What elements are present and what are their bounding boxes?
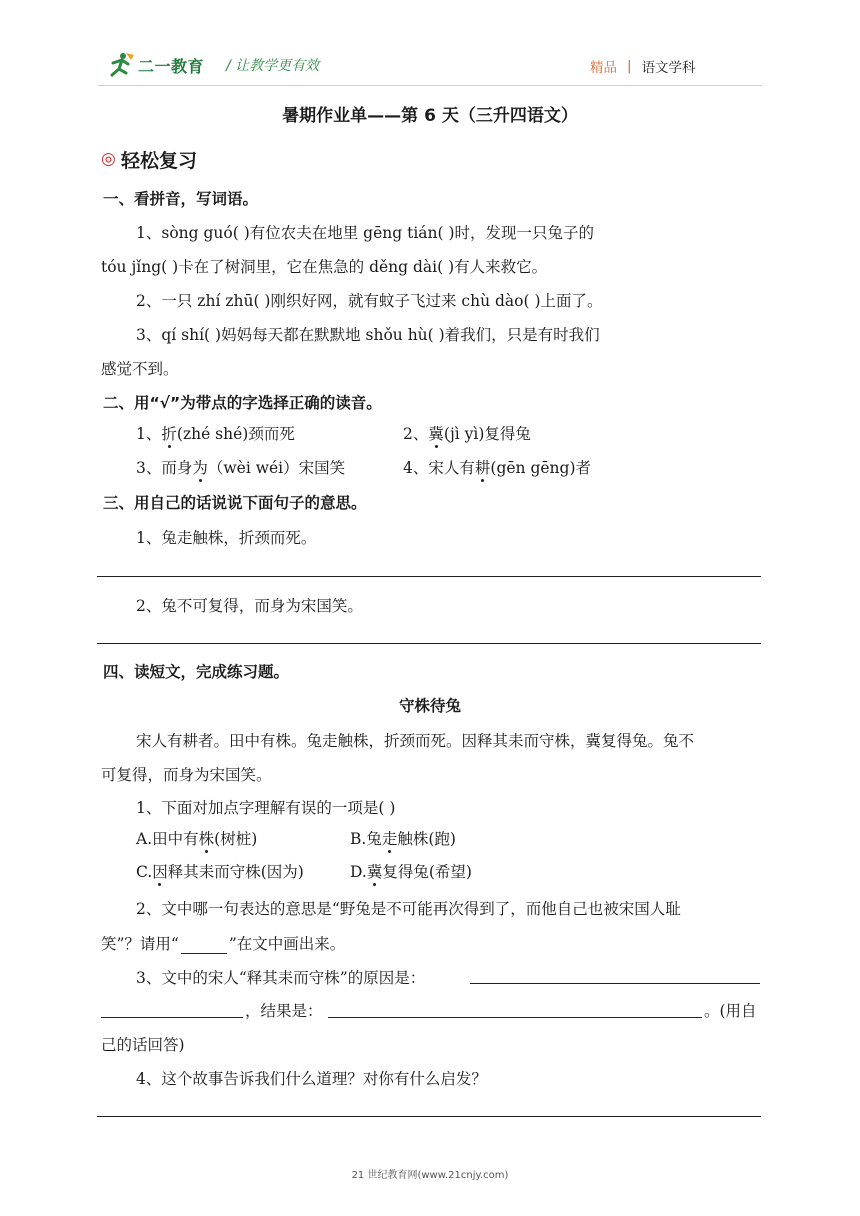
option-b-prefix: B.兔 [350,830,382,848]
header-right [590,56,696,76]
q2-item-4 [403,456,591,478]
dotted-char: 因 [152,863,168,881]
passage-title: 守株待兔 [398,697,461,715]
option-c [136,860,304,882]
q4-sub-4: 4、这个故事告诉我们什么道理？对你有什么启发？ [136,1070,487,1088]
q2-item-2 [403,422,531,444]
option-c-meaning: 释其耒而守株(因为) [167,863,304,881]
result-blank[interactable] [328,1017,702,1018]
q2-item-4-pinyin: (gēn gēng)者 [490,459,591,477]
question-3-heading: 三、用自己的话说说下面句子的意思。 [103,494,367,512]
option-d [350,860,472,882]
header-separator: | [627,58,632,74]
q1-line-3b: 感觉不到。 [101,360,179,378]
q4-sub-3a: 3、文中的宋人“释其耒而守株”的原因是： [136,969,426,987]
page-title: 暑期作业单——第 6 天（三升四语文） [282,106,578,126]
q1-line-3a: 3、qí shí( )妈妈每天都在默默地 shǒu hù( )着我们，只是有时我们 [136,326,600,344]
runner-icon [104,51,136,79]
q2-item-1-prefix: 1、 [136,425,162,443]
option-d-prefix: D. [350,863,367,881]
dotted-char: 为 [192,459,208,477]
reason-blank-1[interactable] [470,983,760,984]
question-4-heading: 四、读短文，完成练习题。 [103,663,290,681]
option-b-meaning: 触株(跑) [397,830,456,848]
quality-badge: 精品 [590,60,617,76]
dotted-char: 冀 [428,425,444,443]
underline-mark [181,953,227,954]
dotted-char: 耕 [474,459,491,477]
option-a [136,827,257,849]
page-footer: 21 世纪教育网(www.21cnjy.com) [351,1170,509,1181]
q3-sentence-2: 2、兔不可复得，而身为宋国笑。 [136,597,363,615]
q4-sub-1: 1、下面对加点字理解有误的一项是( ) [136,799,396,817]
q2-item-1-pinyin: (zhé shé)颈而死 [176,425,295,443]
answer-line-3[interactable] [97,1116,761,1117]
q4-sub-3-note: 。(用自 [704,1002,757,1020]
slogan: / 让教学更有效 [226,58,320,74]
q2-item-2-prefix: 2、 [403,425,429,443]
q4-sub-2b [101,932,345,954]
option-a-prefix: A.田中有 [136,830,199,848]
dotted-char: 株 [198,830,215,848]
header-divider [98,85,762,86]
q2-item-3 [136,456,345,478]
answer-line-1[interactable] [97,576,761,577]
brand-logo [104,50,204,80]
option-b [350,827,456,849]
question-2-heading: 二、用“√”为带点的字选择正确的读音。 [103,394,382,412]
logo-text: 二一教育 [138,56,205,76]
section-heading: 轻松复习 [121,150,198,172]
dotted-char: 冀 [366,863,383,881]
q2-item-3-pinyin: （wèi wéi）宋国笑 [207,459,346,477]
q4-sub-3-result-label: ，结果是： [245,1002,323,1020]
option-a-meaning: (树桩) [214,830,258,848]
q2-item-3-prefix: 3、而身 [136,459,193,477]
answer-line-2[interactable] [97,643,761,644]
q4-sub-3c: 己的话回答) [101,1036,185,1054]
q1-line-1a: 1、sòng guó( )有位农夫在地里 gēng tián( )时，发现一只兔子的 [136,224,595,242]
q1-line-1b: tóu jǐng( )卡在了树洞里，它在焦急的 děng dài( )有人来救它。 [101,258,548,276]
q1-line-2: 2、一只 zhí zhū( )刚织好网，就有蚊子飞过来 chù dào( )上面了。 [136,292,603,310]
q4-sub-2b-suffix: ”在文中画出来。 [228,935,346,953]
passage-line-2: 可复得，而身为宋国笑。 [101,766,272,784]
q2-item-2-pinyin: (jì yì)复得兔 [443,425,531,443]
q2-item-1 [136,422,295,444]
q4-sub-2a: 2、文中哪一句表达的意思是“野兔是不可能再次得到了，而他自己也被宋国人耻 [136,900,681,918]
dotted-char: 折 [161,425,177,443]
q3-sentence-1: 1、兔走触株，折颈而死。 [136,529,317,547]
reason-blank-2[interactable] [101,1017,243,1018]
question-1-heading: 一、看拼音，写词语。 [103,190,259,208]
q2-item-4-prefix: 4、宋人有 [403,459,475,477]
option-d-meaning: 复得兔(希望) [382,863,472,881]
passage-line-1: 宋人有耕者。田中有株。兔走触株，折颈而死。因释其耒而守株，冀复得兔。兔不 [136,732,695,750]
q4-sub-2b-prefix: 笑”？请用“ [101,935,179,953]
bullseye-icon: ◎ [101,149,116,169]
dotted-char: 走 [381,830,398,848]
option-c-prefix: C. [136,863,153,881]
subject-label: 语文学科 [641,60,696,76]
